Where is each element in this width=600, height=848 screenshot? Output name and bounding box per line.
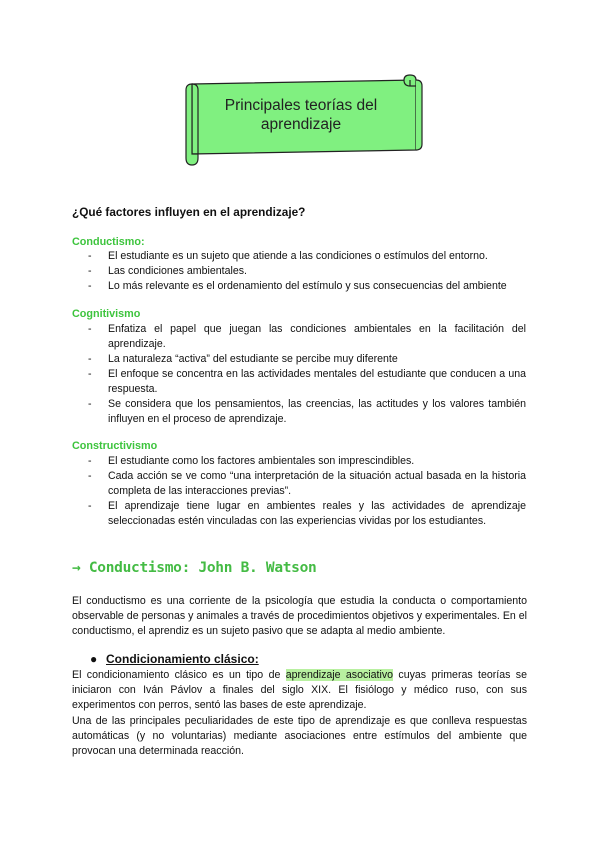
classical-conditioning-paragraph-2: Una de las principales peculiaridades de este tipo de aprendizaje es que conlleva respuestas automáticas (y no voluntarias) mediante asociaciones entre estímulos del ambiente que provocan una determinada reacción. <box>72 715 527 757</box>
question-heading: ¿Qué factores influyen en el aprendizaje? <box>72 205 306 219</box>
list-item: - El aprendizaje tiene lugar en ambientes reales y las actividades de aprendizaje seleccionadas estén vinculadas con las experiencias vividas por los estudiantes. <box>88 500 526 527</box>
bullet-icon: ● <box>90 652 98 666</box>
list-item: - La naturaleza “activa” del estudiante se percibe muy diferente <box>88 353 398 365</box>
watson-intro-paragraph: El conductismo es una corriente de la psicología que estudia la conducta o comportamiento observable de personas y animales a través de procedimientos objetivos y experimentales. En el conductismo, el aprendiz es un sujeto pasivo que se adapta al medio ambiente. <box>72 595 527 637</box>
list-item: - Cada acción se ve como “una interpretación de la situación actual basada en la historia completa de las interacciones previas”. <box>88 470 526 497</box>
page-title: Principales teorías del aprendizaje <box>224 97 378 133</box>
list-item: - Las condiciones ambientales. <box>88 265 247 277</box>
classical-conditioning-paragraph: El condicionamiento clásico es un tipo de aprendizaje asociativo cuyas primeras teorías se iniciaron con Iván Pávlov a finales del siglo XIX. El fisiólogo y médico ruso, con sus experimentos con perros, sentó las bases de este aprendizaje. <box>72 669 527 711</box>
section-title-cognitivismo: Cognitivismo <box>72 308 141 320</box>
list-item: - Lo más relevante es el ordenamiento del estímulo y sus consecuencias del ambiente <box>88 280 507 292</box>
classical-conditioning-heading: ● Condicionamiento clásico: <box>90 652 259 666</box>
section-title-conductismo: Conductismo: <box>72 236 145 248</box>
list-item: - El estudiante como los factores ambientales son imprescindibles. <box>88 455 415 467</box>
highlighted-term: aprendizaje asociativo <box>285 669 394 681</box>
watson-heading: → Conductismo: John B. Watson <box>72 560 317 576</box>
list-cognitivismo <box>88 322 526 427</box>
list-conductismo <box>88 249 526 294</box>
section-title-constructivismo: Constructivismo <box>72 440 158 452</box>
list-constructivismo <box>88 454 526 529</box>
list-item: - Se considera que los pensamientos, las creencias, las actitudes y los valores también influyen en el proceso de aprendizaje. <box>88 398 526 425</box>
list-item: - Enfatiza el papel que juegan las condiciones ambientales en la facilitación del aprendizaje. <box>88 323 526 350</box>
list-item: - El estudiante es un sujeto que atiende a las condiciones o estímulos del entorno. <box>88 250 488 262</box>
list-item: - El enfoque se concentra en las actividades mentales del estudiante que conducen a una respuesta. <box>88 368 526 395</box>
